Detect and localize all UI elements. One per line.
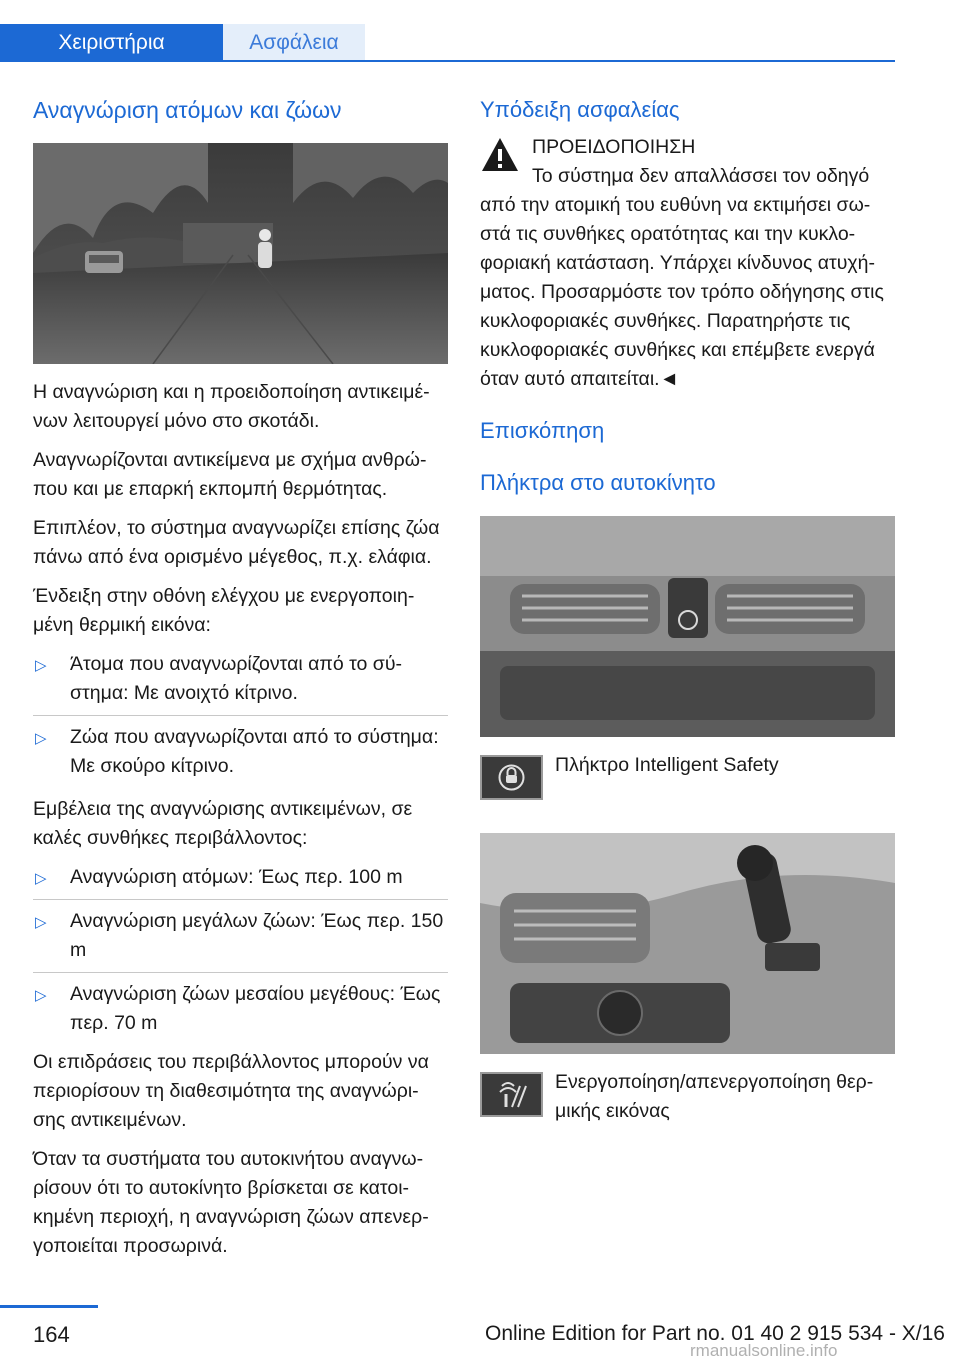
list-item: ▷ Ζώα που αναγνωρίζονται από το σύστημα: Με σκούρο κίτρινο. xyxy=(35,726,439,777)
section-heading-safety-note: Υπόδειξη ασφαλείας xyxy=(480,97,680,122)
paragraph-animals: Επιπλέον, το σύστημα αναγνωρίζει επίσης ζώα πάνω από ένα ορισμένο μέγεθος, π.χ. ελάφια. xyxy=(33,517,440,568)
key-row-thermal-image xyxy=(480,1068,895,1132)
section-heading-buttons: Πλήκτρα στο αυτοκίνητο xyxy=(480,470,716,495)
section-heading-overview: Επισκόπηση xyxy=(480,418,605,443)
triangle-bullet-icon: ▷ xyxy=(35,987,47,1004)
list-item: ▷ Αναγνώριση ατόμων: Έως περ. 100 m xyxy=(33,863,448,892)
tab-safety[interactable]: Ασφάλεια xyxy=(223,24,365,61)
paragraph-human-shape: Αναγνωρίζονται αντικείμενα με σχήμα ανθρώ‐ που και με επαρκή εκπομπή θερμότητας. xyxy=(33,449,427,500)
warning-title: ΠΡΟΕΙΔΟΠΟΙΗΣΗ xyxy=(532,136,696,158)
list-divider xyxy=(33,972,448,973)
thermal-image-icon[interactable] xyxy=(480,1072,543,1117)
triangle-bullet-icon: ▷ xyxy=(35,657,47,674)
key-label-thermal-image: Ενεργοποίηση/απενεργοποίηση θερ‐ μικής εικόνας xyxy=(555,1071,874,1122)
list-item: ▷ Αναγνώριση μεγάλων ζώων: Έως περ. 150 m xyxy=(35,910,444,961)
warning-block xyxy=(480,133,895,394)
section-heading-detection: Αναγνώριση ατόμων και ζώων xyxy=(33,97,342,123)
list-item: ▷ Άτομα που αναγνωρίζονται από το σύ‐ στημα: Με ανοιχτό κίτρινο. xyxy=(35,653,402,704)
triangle-bullet-icon: ▷ xyxy=(35,730,47,747)
triangle-bullet-icon: ▷ xyxy=(35,914,47,931)
paragraph-range: Εμβέλεια της αναγνώρισης αντικειμένων, σε καλές συνθήκες περιβάλλοντος: xyxy=(33,798,413,849)
warning-triangle-icon xyxy=(480,135,520,175)
right-column xyxy=(480,95,895,1150)
night-vision-image xyxy=(33,143,448,364)
triangle-bullet-icon: ▷ xyxy=(35,870,47,887)
list-divider xyxy=(33,899,448,900)
header-rule xyxy=(0,60,895,62)
key-label-intelligent-safety: Πλήκτρο Intelligent Safety xyxy=(555,754,779,776)
range-list xyxy=(33,863,448,1038)
list-item: ▷ Αναγνώριση ζώων μεσαίου μεγέθους: Έως περ. 70 m xyxy=(35,983,441,1034)
tab-controls[interactable]: Χειριστήρια xyxy=(0,24,223,61)
left-column xyxy=(33,95,448,1271)
page-header xyxy=(0,0,960,64)
paragraph-darkness: Η αναγνώριση και η προειδοποίηση αντικειμέ‐ νων λειτουργεί μόνο στο σκοτάδι. xyxy=(33,381,430,432)
light-switch-image xyxy=(480,833,895,1054)
paragraph-urban-area: Όταν τα συστήματα του αυτοκινήτου αναγνω‐ ρίσουν ότι το αυτοκίνητο βρίσκεται σε κατοι‐ κημένη περιοχή, η αναγνώριση ζώων απενερ‐ γοποιείται προσωρινά. xyxy=(33,1148,429,1257)
paragraph-environment: Οι επιδράσεις του περιβάλλοντος μπορούν να περιορίσουν τη διαθεσιμότητα της αναγνώρι‐ σης αντικειμένων. xyxy=(33,1051,429,1131)
dashboard-button-image xyxy=(480,516,895,737)
list-divider xyxy=(33,715,448,716)
key-row-intelligent-safety xyxy=(480,751,895,815)
watermark: rmanualsonline.info xyxy=(690,1341,838,1360)
footer-rule xyxy=(0,1305,98,1308)
paragraph-display: Ένδειξη στην οθόνη ελέγχου με ενεργοποιη‐ μένη θερμική εικόνα: xyxy=(33,585,415,636)
warning-text: Το σύστημα δεν απαλλάσσει τον οδηγό από την ατομική του ευθύνη να εκτιμήσει σω‐ στά τις συνθήκες ορατότητας και την κυκλο‐ φοριακή κατάσταση. Υπάρχει κίνδυνος ατυχή‐ ματος. Προσαρμόστε τον τρόπο οδήγησης στις κυκλοφοριακές συνθήκες. Παρατηρήστε τις κυκλοφοριακές συνθήκες και επέμβετε ενεργά όταν αυτό απαιτείται.◄ xyxy=(480,165,884,390)
display-color-list xyxy=(33,650,448,781)
intelligent-safety-icon[interactable] xyxy=(480,755,543,800)
page-number: 164 xyxy=(33,1322,70,1347)
edition-text: Online Edition for Part no. 01 40 2 915 534 - X/16 xyxy=(485,1322,945,1345)
